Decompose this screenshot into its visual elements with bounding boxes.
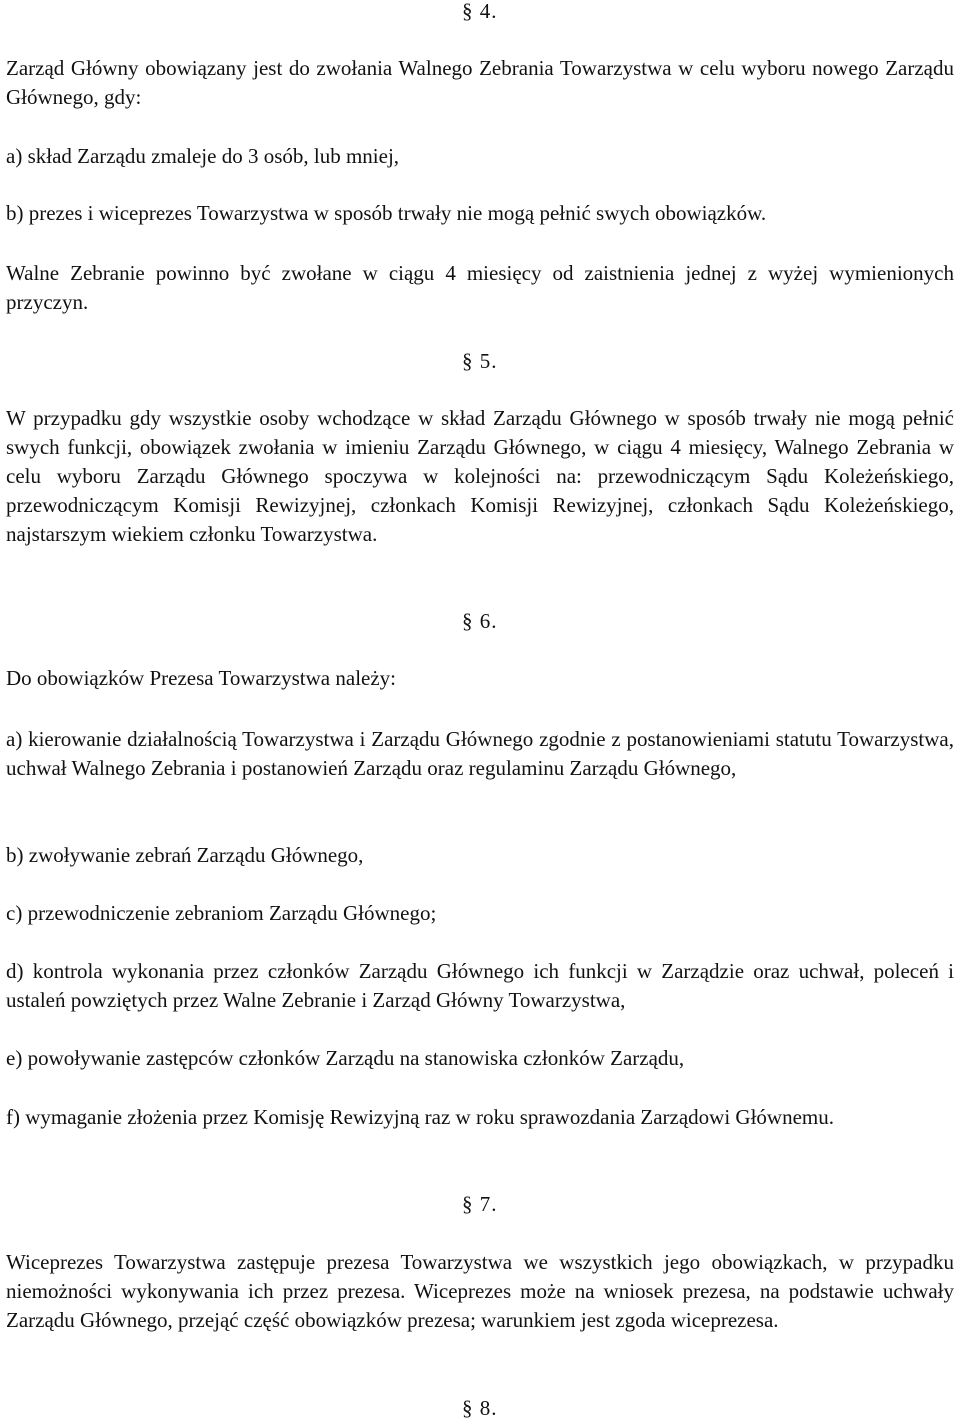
section-7-paragraph: Wiceprezes Towarzystwa zastępuje prezesa Towarzystwa we wszystkich jego obowiązkach, w przypadku niemożności wykonywania ich przez prezesa. Wiceprezes może na wniosek prezesa, na podstawie uchwały Zarządu Głównego, przejąć część obowiązków prezesa; warunkiem jest zgoda wiceprezesa. [6,1250,954,1332]
section-4-heading: § 4. [462,0,498,23]
section-4-closing-paragraph: Walne Zebranie powinno być zwołane w ciągu 4 miesięcy od zaistnienia jednej z wyżej wymienionych przyczyn. [6,261,954,314]
section-5-paragraph: W przypadku gdy wszystkie osoby wchodzące w skład Zarządu Głównego w sposób trwały nie mogą pełnić swych funkcji, obowiązek zwołania w imieniu Zarządu Głównego, w ciągu 4 miesięcy, Walnego Zebrania w celu wyboru Zarządu Głównego spoczywa w kolejności na: przewodniczącym Sądu Koleżeńskiego, przewodniczącym Komisji Rewizyjnej, członkach Komisji Rewizyjnej, członkach Sądu Koleżeńskiego, najstarszym wiekiem członku Towarzystwa. [6,406,954,546]
section-4-item-a: a) skład Zarządu zmaleje do 3 osób, lub mniej, [6,144,400,168]
section-4-paragraph: Zarząd Główny obowiązany jest do zwołania Walnego Zebrania Towarzystwa w celu wyboru nowego Zarządu Głównego, gdy: [6,56,954,109]
section-6-heading: § 6. [462,609,498,633]
section-6-item-f: f) wymaganie złożenia przez Komisję Rewizyjną raz w roku sprawozdania Zarządowi Głównemu. [6,1105,835,1129]
section-6-item-e: e) powoływanie zastępców członków Zarządu na stanowiska członków Zarządu, [6,1046,685,1070]
section-6-item-a: a) kierowanie działalnością Towarzystwa i Zarządu Głównego zgodnie z postanowieniami statutu Towarzystwa, uchwał Walnego Zebrania i postanowień Zarządu oraz regulaminu Zarządu Głównego, [6,727,954,780]
section-6-item-d: d) kontrola wykonania przez członków Zarządu Głównego ich funkcji w Zarządzie oraz uchwał, poleceń i ustaleń powziętych przez Walne Zebranie i Zarząd Główny Towarzystwa, [6,959,954,1012]
section-8-heading: § 8. [462,1396,498,1420]
section-6-item-b: b) zwoływanie zebrań Zarządu Głównego, [6,843,364,867]
section-7-heading: § 7. [462,1192,498,1216]
section-4-item-b: b) prezes i wiceprezes Towarzystwa w sposób trwały nie mogą pełnić swych obowiązków. [6,201,767,225]
section-6-intro: Do obowiązków Prezesa Towarzystwa należy: [6,666,397,690]
section-5-heading: § 5. [462,349,498,373]
section-6-item-c: c) przewodniczenie zebraniom Zarządu Głównego; [6,901,437,925]
